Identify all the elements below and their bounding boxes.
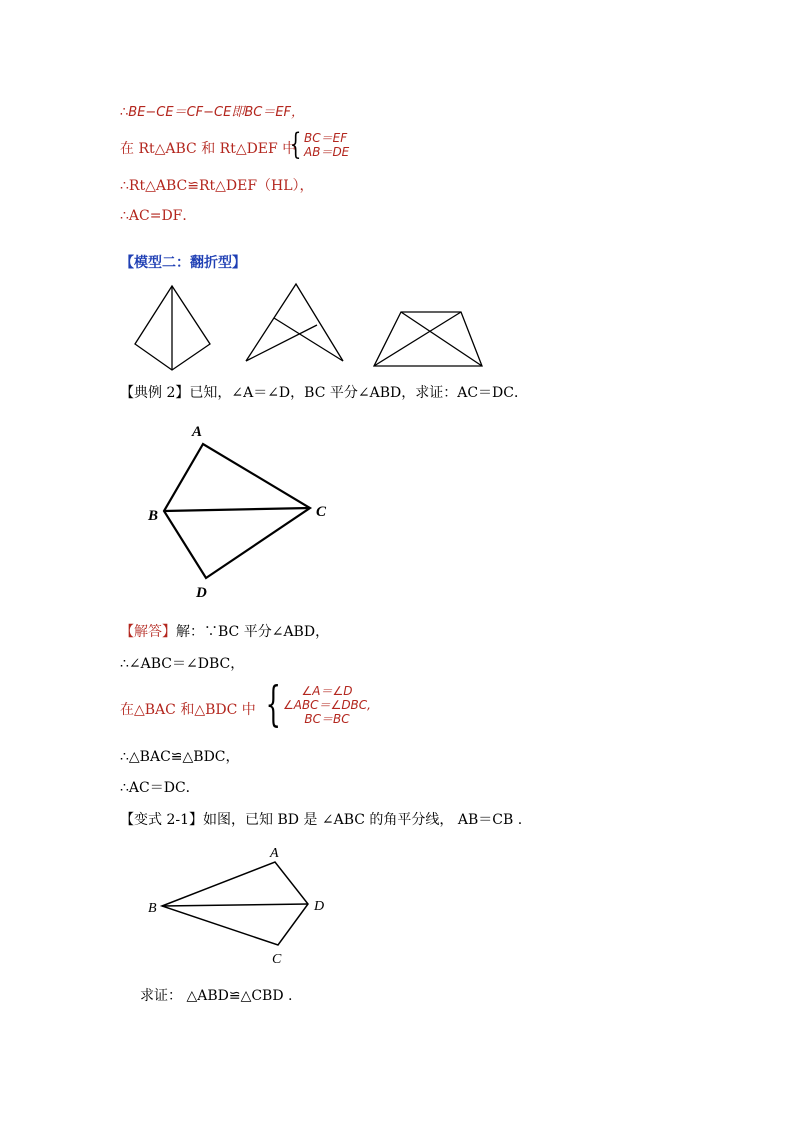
answer-line-2: ∴∠ABC＝∠DBC， xyxy=(120,656,245,672)
arrow-cross-2 xyxy=(274,318,343,361)
proof-line-1: ∴BE−CE＝CF−CE即BC＝EF， xyxy=(120,105,305,120)
answer-line-4: ∴△BAC≌△BDC， xyxy=(120,749,240,765)
label-a: A xyxy=(270,846,279,861)
variant-text: 如图，已知 BD 是 ∠ABC 的角平分线， AB＝CB . xyxy=(203,812,523,828)
answer-line-3-prefix: 在△BAC 和△BDC 中 xyxy=(120,702,256,718)
system-row: BC＝BC xyxy=(304,712,350,726)
trapezoid-shape xyxy=(374,312,482,366)
variant-tag: 【变式 2-1】 xyxy=(120,812,203,828)
arrow-shape xyxy=(246,284,343,361)
answer-line-3 xyxy=(120,701,256,719)
label-a: A xyxy=(192,424,203,440)
figure-1-segment-bc xyxy=(164,508,310,511)
variant-line xyxy=(120,811,522,829)
trapezoid-diagonal-1 xyxy=(401,312,482,366)
system-row: ∠ABC＝∠DBC, xyxy=(282,698,371,712)
answer-line-5: ∴AC＝DC． xyxy=(120,780,200,796)
proof-line-4: ∴AC=DF． xyxy=(120,208,197,224)
answer-text: 解：∵BC 平分∠ABD， xyxy=(176,624,330,640)
equation-system-2 xyxy=(272,684,382,726)
figure-2 xyxy=(140,840,350,970)
brace-icon: { xyxy=(265,676,281,732)
fold-model-figures xyxy=(128,282,488,374)
example-tag: 【典例 2】 xyxy=(120,385,190,401)
prove-line: 求证： △ABD≌△CBD . xyxy=(140,988,293,1004)
example-2-line xyxy=(120,384,528,402)
answer-tag: 【解答】 xyxy=(120,624,176,640)
label-c: C xyxy=(316,504,327,520)
proof-line-3: ∴Rt△ABC≌Rt△DEF（HL）， xyxy=(120,178,314,194)
label-b: B xyxy=(148,508,159,524)
label-b: B xyxy=(148,901,157,916)
system-row: AB＝DE xyxy=(304,145,350,159)
figure-2-quadrilateral xyxy=(162,862,308,945)
system-row: BC＝EF xyxy=(304,131,348,145)
label-d: D xyxy=(314,899,325,914)
label-d: D xyxy=(196,585,207,601)
model-title: 【模型二：翻折型】 xyxy=(120,255,246,271)
proof-line-2-prefix: 在 Rt△ABC 和 Rt△DEF 中 xyxy=(120,141,297,157)
example-text: 已知，∠A＝∠D，BC 平分∠ABD，求证：AC＝DC． xyxy=(189,385,528,401)
arrow-cross-1 xyxy=(246,325,317,361)
figure-2-segment-bd xyxy=(162,904,308,906)
system-row: ∠A＝∠D xyxy=(301,684,353,698)
brace-icon: { xyxy=(289,127,302,162)
label-c: C xyxy=(272,952,282,967)
proof-line-2 xyxy=(120,140,296,158)
answer-line-1 xyxy=(120,623,329,641)
equation-system-1 xyxy=(304,131,349,159)
figure-1 xyxy=(140,418,340,603)
